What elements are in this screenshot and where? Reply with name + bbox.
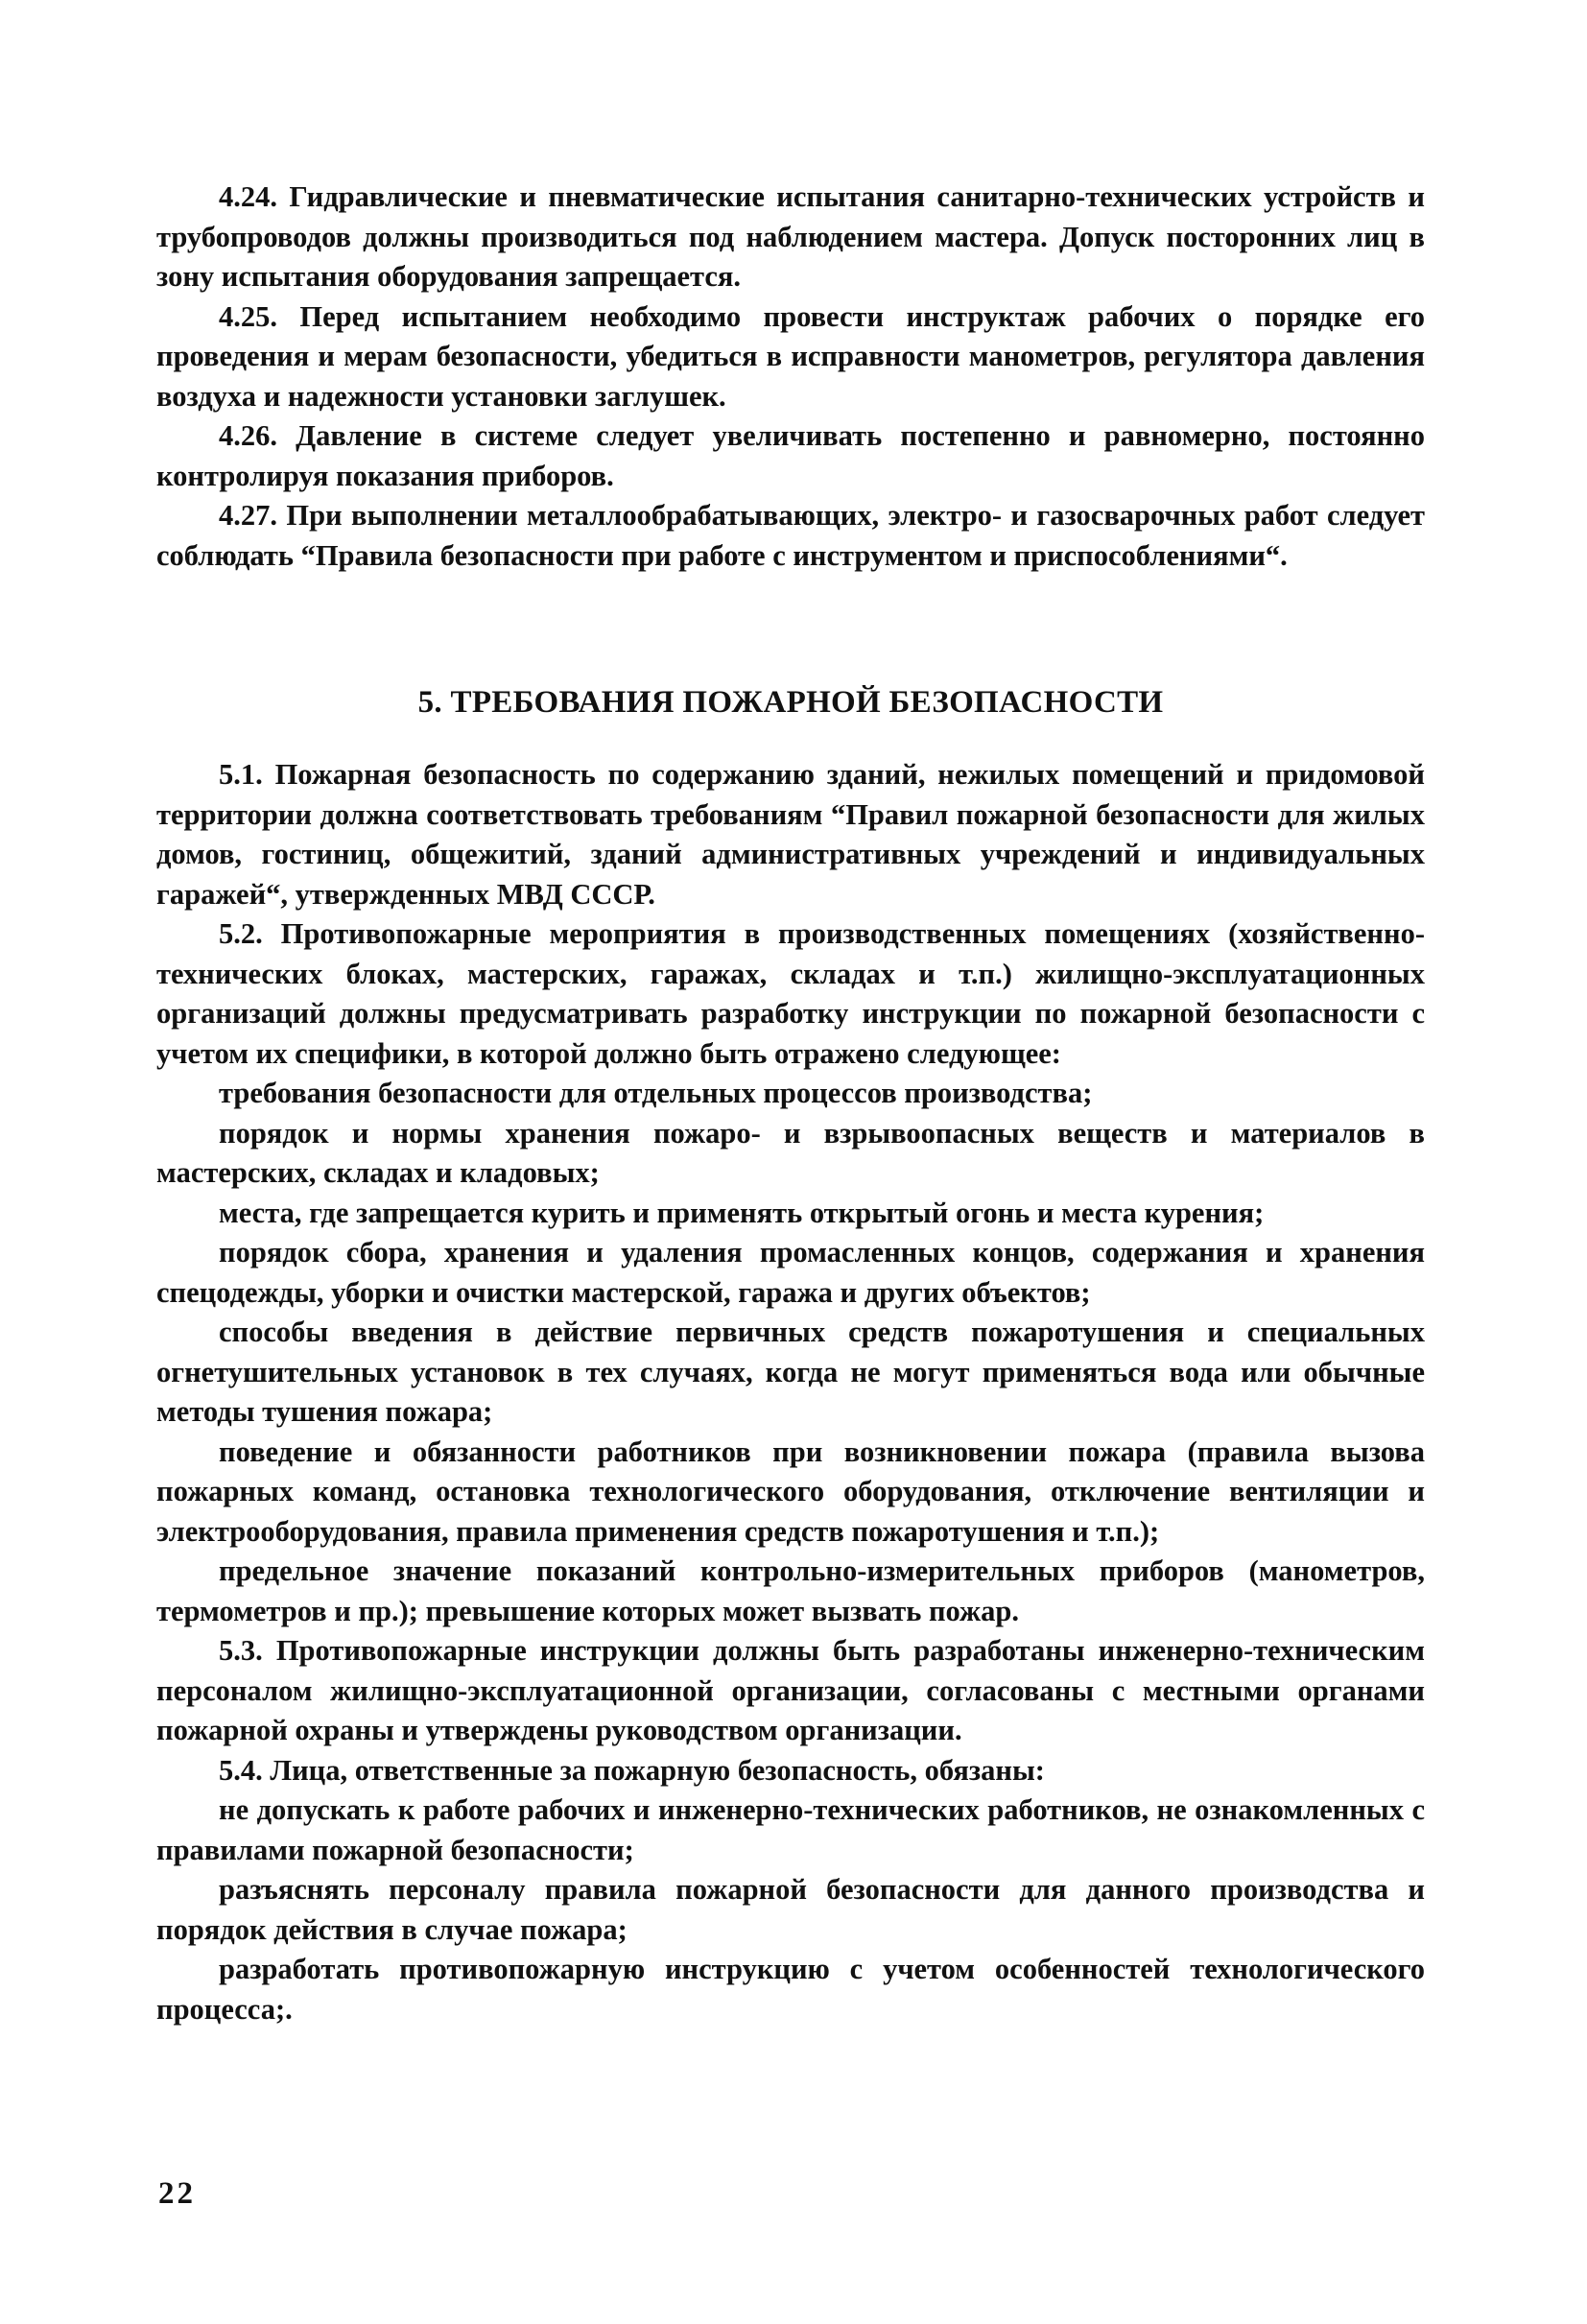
list-item-5-4-2: разъяснять персоналу правила пожарной безопасности для данного производства и порядок действия в случае пожара;	[156, 1873, 1425, 1946]
section-5-heading: 5. ТРЕБОВАНИЯ ПОЖАРНОЙ БЕЗОПАСНОСТИ	[417, 685, 1164, 720]
paragraph-5-1: 5.1. Пожарная безопасность по содержанию зданий, нежилых помещений и придомовой территории должна соответствовать требованиям “Правил пожарной безопасности для жилых домов, гостиниц, общежитий, зданий административных учреждений и индивидуальных гаражей“, утвержденных МВД СССР.	[156, 758, 1425, 911]
list-item-5-2-1: требования безопасности для отдельных процессов производства;	[219, 1077, 1093, 1109]
list-item-5-4-3: разработать противопожарную инструкцию с учетом особенностей технологического процесса;.	[156, 1953, 1425, 2026]
paragraph-4-27: 4.27. При выполнении металлообрабатывающих, электро- и газосварочных работ следует соблюдать “Правила безопасности при работе с инструментом и приспособлениями“.	[156, 499, 1425, 572]
page-number: 22	[158, 2176, 196, 2211]
paragraph-5-2: 5.2. Противопожарные мероприятия в производственных помещениях (хозяйственно-технических блоках, мастерских, гаражах, складах и т.п.) жилищно-эксплуатационных организаций должны предусматривать разработку инструкции по пожарной безопасности с учетом их специфики, в которой должно быть отражено следующее:	[156, 917, 1425, 1070]
list-item-5-4-1: не допускать к работе рабочих и инженерно-технических работников, не ознакомленных с правилами пожарной безопасности;	[156, 1793, 1425, 1866]
list-item-5-2-2: порядок и нормы хранения пожаро- и взрывоопасных веществ и материалов в мастерских, складах и кладовых;	[156, 1116, 1425, 1189]
list-item-5-2-5: способы введения в действие первичных средств пожаротушения и специальных огнетушительных установок в тех случаях, когда не могут применяться вода или обычные методы тушения пожара;	[156, 1316, 1425, 1428]
paragraph-5-3: 5.3. Противопожарные инструкции должны быть разработаны инженерно-техническим персоналом жилищно-эксплуатационной организации, согласованы с местными органами пожарной охраны и утверждены руководством организации.	[156, 1634, 1425, 1746]
section-5-text	[156, 755, 1425, 2029]
list-item-5-2-7: предельное значение показаний контрольно-измерительных приборов (манометров, термометров и пр.); превышение которых может вызвать пожар.	[156, 1554, 1425, 1627]
list-item-5-2-6: поведение и обязанности работников при возникновении пожара (правила вызова пожарных команд, остановка технологического оборудования, отключение вентиляции и электрооборудования, правила применения средств пожаротушения и т.п.);	[156, 1435, 1425, 1548]
paragraph-4-26: 4.26. Давление в системе следует увеличивать постепенно и равномерно, постоянно контролируя показания приборов.	[156, 419, 1425, 492]
section-4-text	[156, 178, 1425, 576]
paragraph-5-4: 5.4. Лица, ответственные за пожарную безопасность, обязаны:	[219, 1753, 1045, 1787]
list-item-5-2-4: порядок сбора, хранения и удаления промасленных концов, содержания и хранения спецодежды, уборки и очистки мастерской, гаража и других объектов;	[156, 1236, 1425, 1309]
paragraph-4-25: 4.25. Перед испытанием необходимо провести инструктаж рабочих о порядке его проведения и мерам безопасности, убедиться в исправности манометров, регулятора давления воздуха и надежности установки заглушек.	[156, 299, 1425, 413]
paragraph-4-24: 4.24. Гидравлические и пневматические испытания санитарно-технических устройств и трубопроводов должны производиться под наблюдением мастера. Допуск посторонних лиц в зону испытания оборудования запрещается.	[156, 180, 1425, 293]
list-item-5-2-3: места, где запрещается курить и применять открытый огонь и места курения;	[219, 1196, 1265, 1229]
